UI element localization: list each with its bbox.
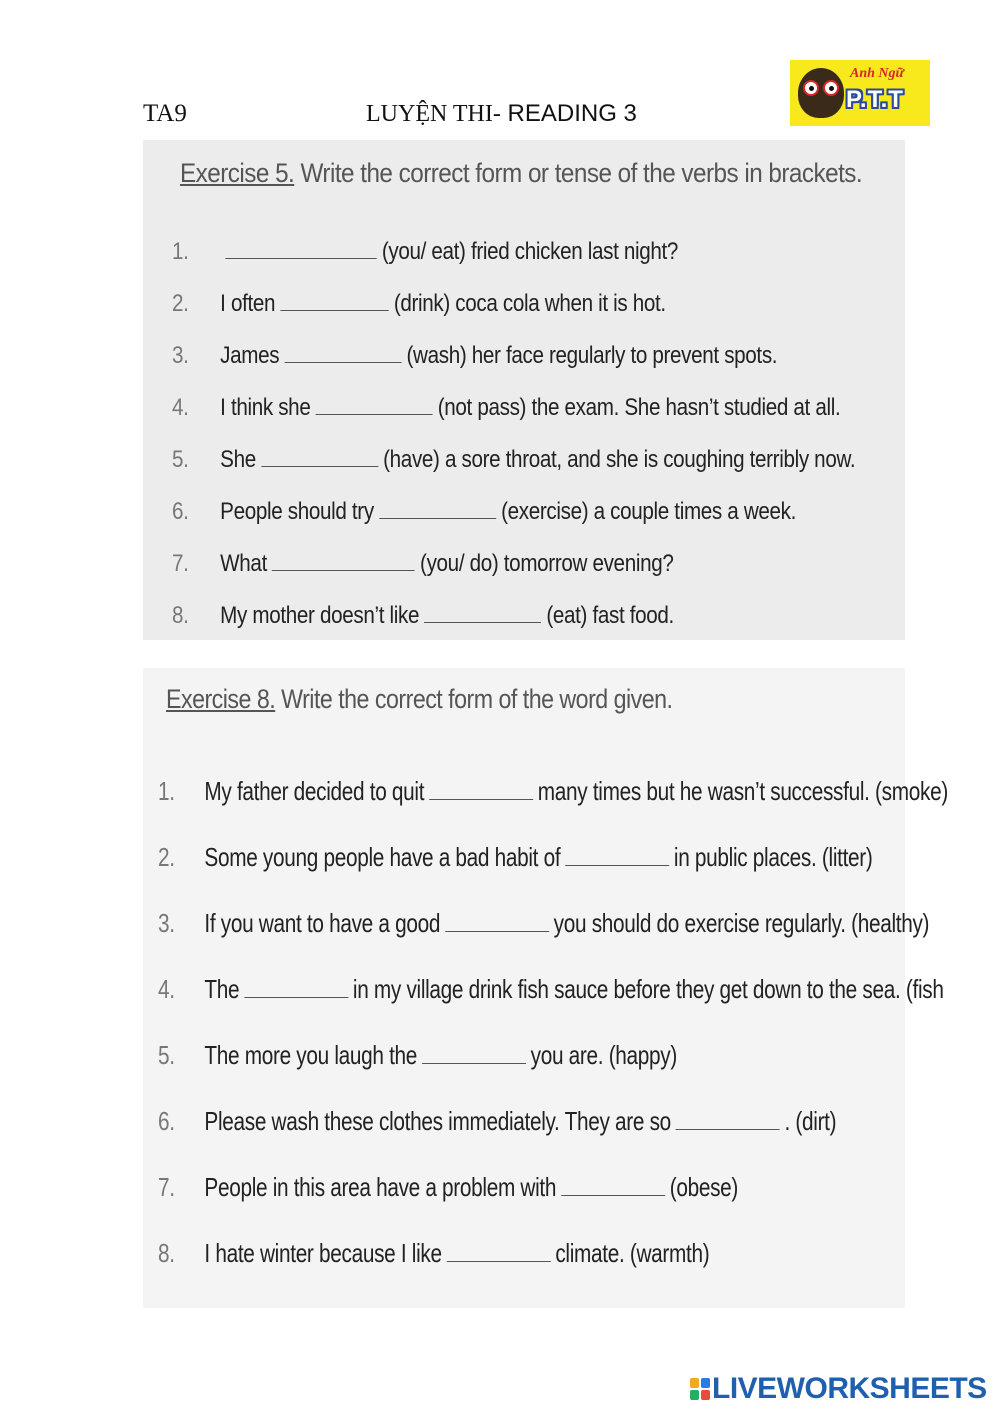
item-text-after: you should do exercise regularly. (healthy) — [553, 908, 930, 938]
item-text-before: The — [204, 974, 240, 1004]
item-text-after: (exercise) a couple times a week. — [501, 498, 797, 525]
page-title-serif: LUYỆN THI- — [366, 101, 501, 127]
item-number: 5. — [158, 1040, 175, 1070]
item-number: 3. — [172, 342, 189, 369]
school-logo — [790, 60, 930, 126]
item-text-before: People should try — [220, 498, 374, 525]
item-text-after: (eat) fast food. — [546, 602, 674, 629]
liveworksheets-logo-icon — [690, 1378, 710, 1400]
item-number: 1. — [172, 238, 189, 265]
answer-blank[interactable] — [244, 996, 348, 998]
answer-blank[interactable] — [429, 798, 533, 800]
item-number: 3. — [158, 908, 175, 938]
answer-blank[interactable] — [284, 361, 401, 363]
item-number: 8. — [172, 602, 189, 629]
logo-main-text: P.T.T — [846, 86, 904, 113]
item-text-before: I think she — [220, 394, 311, 421]
page-title — [366, 100, 637, 128]
item-text-before: If you want to have a good — [204, 908, 441, 938]
item-number: 8. — [158, 1238, 175, 1268]
item-number: 7. — [172, 550, 189, 577]
item-text-after: many times but he wasn’t successful. (smoke) — [537, 776, 948, 806]
item-text-after: (have) a sore throat, and she is coughing terribly now. — [383, 446, 856, 473]
item-text-before: People in this area have a problem with — [204, 1172, 557, 1202]
answer-blank[interactable] — [316, 413, 433, 415]
item-text-after: (wash) her face regularly to prevent spots. — [406, 342, 778, 369]
item-number: 5. — [172, 446, 189, 473]
exercise-5-heading — [180, 158, 862, 189]
item-text-after: . (dirt) — [784, 1106, 837, 1136]
item-text-before: I often — [220, 290, 276, 317]
item-text-before: I hate winter because I like — [204, 1238, 442, 1268]
exercise-5-instruction: Write the correct form or tense of the verbs in brackets. — [294, 158, 863, 188]
exercise-8-label: Exercise 8. — [166, 684, 276, 714]
exercise-5-label: Exercise 5. — [180, 158, 295, 188]
item-number: 2. — [172, 290, 189, 317]
logo-top-text: Anh Ngữ — [850, 66, 904, 81]
item-number: 7. — [158, 1172, 175, 1202]
owl-icon — [798, 68, 844, 118]
exercise-8-instruction: Write the correct form of the word given. — [275, 684, 673, 714]
answer-blank[interactable] — [272, 569, 415, 571]
item-text-after: (obese) — [669, 1172, 739, 1202]
answer-blank[interactable] — [280, 309, 388, 311]
item-number: 1. — [158, 776, 175, 806]
exercise-8-heading — [166, 684, 672, 715]
answer-blank[interactable] — [379, 517, 496, 519]
item-text-after: climate. (warmth) — [555, 1238, 710, 1268]
brand-text: LIVEWORKSHEETS — [712, 1372, 987, 1405]
answer-blank[interactable] — [422, 1062, 526, 1064]
header-left-code: TA9 — [143, 100, 187, 127]
item-text-after: (drink) coca cola when it is hot. — [393, 290, 666, 317]
item-text-before: My mother doesn’t like — [220, 602, 420, 629]
answer-blank[interactable] — [676, 1128, 780, 1130]
answer-blank[interactable] — [445, 930, 549, 932]
item-number: 2. — [158, 842, 175, 872]
item-text-after: (not pass) the exam. She hasn’t studied at all. — [437, 394, 841, 421]
item-text-before: She — [220, 446, 256, 473]
page-title-sans: READING 3 — [500, 100, 637, 127]
item-text-before: James — [220, 342, 280, 369]
item-text-after: you are. (happy) — [530, 1040, 677, 1070]
item-text-before: The more you laugh the — [204, 1040, 418, 1070]
item-number: 4. — [158, 974, 175, 1004]
item-number: 4. — [172, 394, 189, 421]
item-text-after: in my village drink fish sauce before they get down to the sea. (fish — [352, 974, 944, 1004]
item-text-after: in public places. (litter) — [673, 842, 873, 872]
item-number: 6. — [158, 1106, 175, 1136]
answer-blank[interactable] — [561, 1194, 665, 1196]
item-text-after: (you/ eat) fried chicken last night? — [381, 238, 679, 265]
item-text-before: Please wash these clothes immediately. They are so — [204, 1106, 671, 1136]
item-number: 6. — [172, 498, 189, 525]
item-text-before: Some young people have a bad habit of — [204, 842, 561, 872]
answer-blank[interactable] — [565, 864, 669, 866]
answer-blank[interactable] — [261, 465, 378, 467]
answer-blank[interactable] — [225, 257, 376, 259]
answer-blank[interactable] — [447, 1260, 551, 1262]
item-text-before: What — [220, 550, 267, 577]
item-text-after: (you/ do) tomorrow evening? — [420, 550, 674, 577]
item-text-before: My father decided to quit — [204, 776, 425, 806]
answer-blank[interactable] — [424, 621, 541, 623]
